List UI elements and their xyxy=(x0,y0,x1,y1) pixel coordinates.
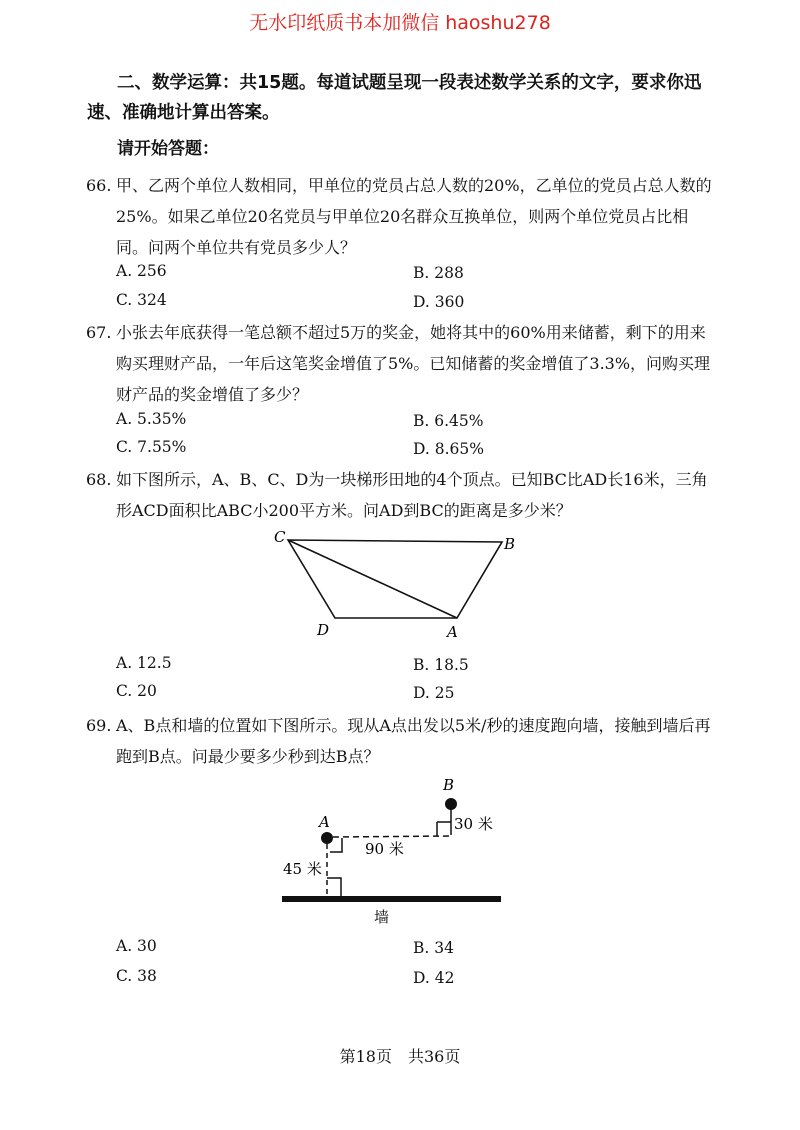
option-c: C. 20 xyxy=(116,682,157,700)
option-b: B. 288 xyxy=(413,264,464,282)
label-a: A xyxy=(319,813,330,831)
option-b: B. 18.5 xyxy=(413,656,469,674)
question-number: 67. xyxy=(86,323,112,342)
option-d: D. 42 xyxy=(413,969,455,987)
question-text: 如下图所示，A、B、C、D为一块梯形田地的4个顶点。已知BC比AD长16米，三角形ACD面积比ABC小200平方米。问AD到BC的距离是多少米？ xyxy=(116,470,708,520)
start-instruction: 请开始答题： xyxy=(117,139,219,159)
question-text: 小张去年底获得一笔总额不超过5万的奖金，她将其中的60%用来储蓄，剩下的用来购买理财产品，一年后这笔奖金增值了5%。已知储蓄的奖金增值了3.3%，问购买理财产品的奖金增值了多少？ xyxy=(116,323,711,404)
question-67 xyxy=(86,317,716,410)
option-d: D. 25 xyxy=(413,684,455,702)
option-c: C. 7.55% xyxy=(116,438,187,456)
question-68 xyxy=(86,464,716,526)
question-text: 甲、乙两个单位人数相同，甲单位的党员占总人数的20%，乙单位的党员占总人数的25%。如果乙单位20名党员与甲单位20名群众互换单位，则两个单位党员占比相同。问两个单位共有党员多少人？ xyxy=(116,176,712,257)
distance-30: 30 米 xyxy=(454,815,493,833)
question-66 xyxy=(86,170,716,263)
label-a: A xyxy=(447,623,458,641)
trapezoid-figure xyxy=(260,525,530,645)
distance-45: 45 米 xyxy=(283,860,322,878)
label-b: B xyxy=(443,776,455,794)
watermark-banner: 无水印纸质书本加微信 haoshu278 xyxy=(249,12,551,34)
option-d: D. 360 xyxy=(413,293,465,311)
wall-label: 墙 xyxy=(374,908,390,926)
option-c: C. 324 xyxy=(116,291,167,309)
label-d: D xyxy=(317,621,330,639)
question-text: A、B点和墙的位置如下图所示。现从A点出发以5米/秒的速度跑向墙，接触到墙后再跑到B点。问最少要多少秒到达B点？ xyxy=(116,716,711,766)
option-a: A. 12.5 xyxy=(116,654,172,672)
label-c: C xyxy=(274,528,286,546)
question-number: 66. xyxy=(86,176,112,195)
option-a: A. 256 xyxy=(116,262,167,280)
point-a xyxy=(321,832,333,844)
page-footer: 第18页 共36页 xyxy=(339,1047,461,1066)
question-number: 68. xyxy=(86,470,112,489)
question-number: 69. xyxy=(86,716,112,735)
wall xyxy=(282,896,501,902)
wall-route-figure xyxy=(270,770,510,930)
label-b: B xyxy=(504,535,516,553)
option-c: C. 38 xyxy=(116,967,157,985)
option-a: A. 5.35% xyxy=(116,410,187,428)
option-b: B. 6.45% xyxy=(413,412,484,430)
question-69 xyxy=(86,710,716,772)
option-b: B. 34 xyxy=(413,939,454,957)
option-d: D. 8.65% xyxy=(413,440,484,458)
section-heading: 二、数学运算：共15题。每道试题呈现一段表述数学关系的文字，要求你迅速、准确地计算出答案。 xyxy=(87,73,702,123)
option-a: A. 30 xyxy=(116,937,157,955)
distance-90: 90 米 xyxy=(365,840,404,858)
